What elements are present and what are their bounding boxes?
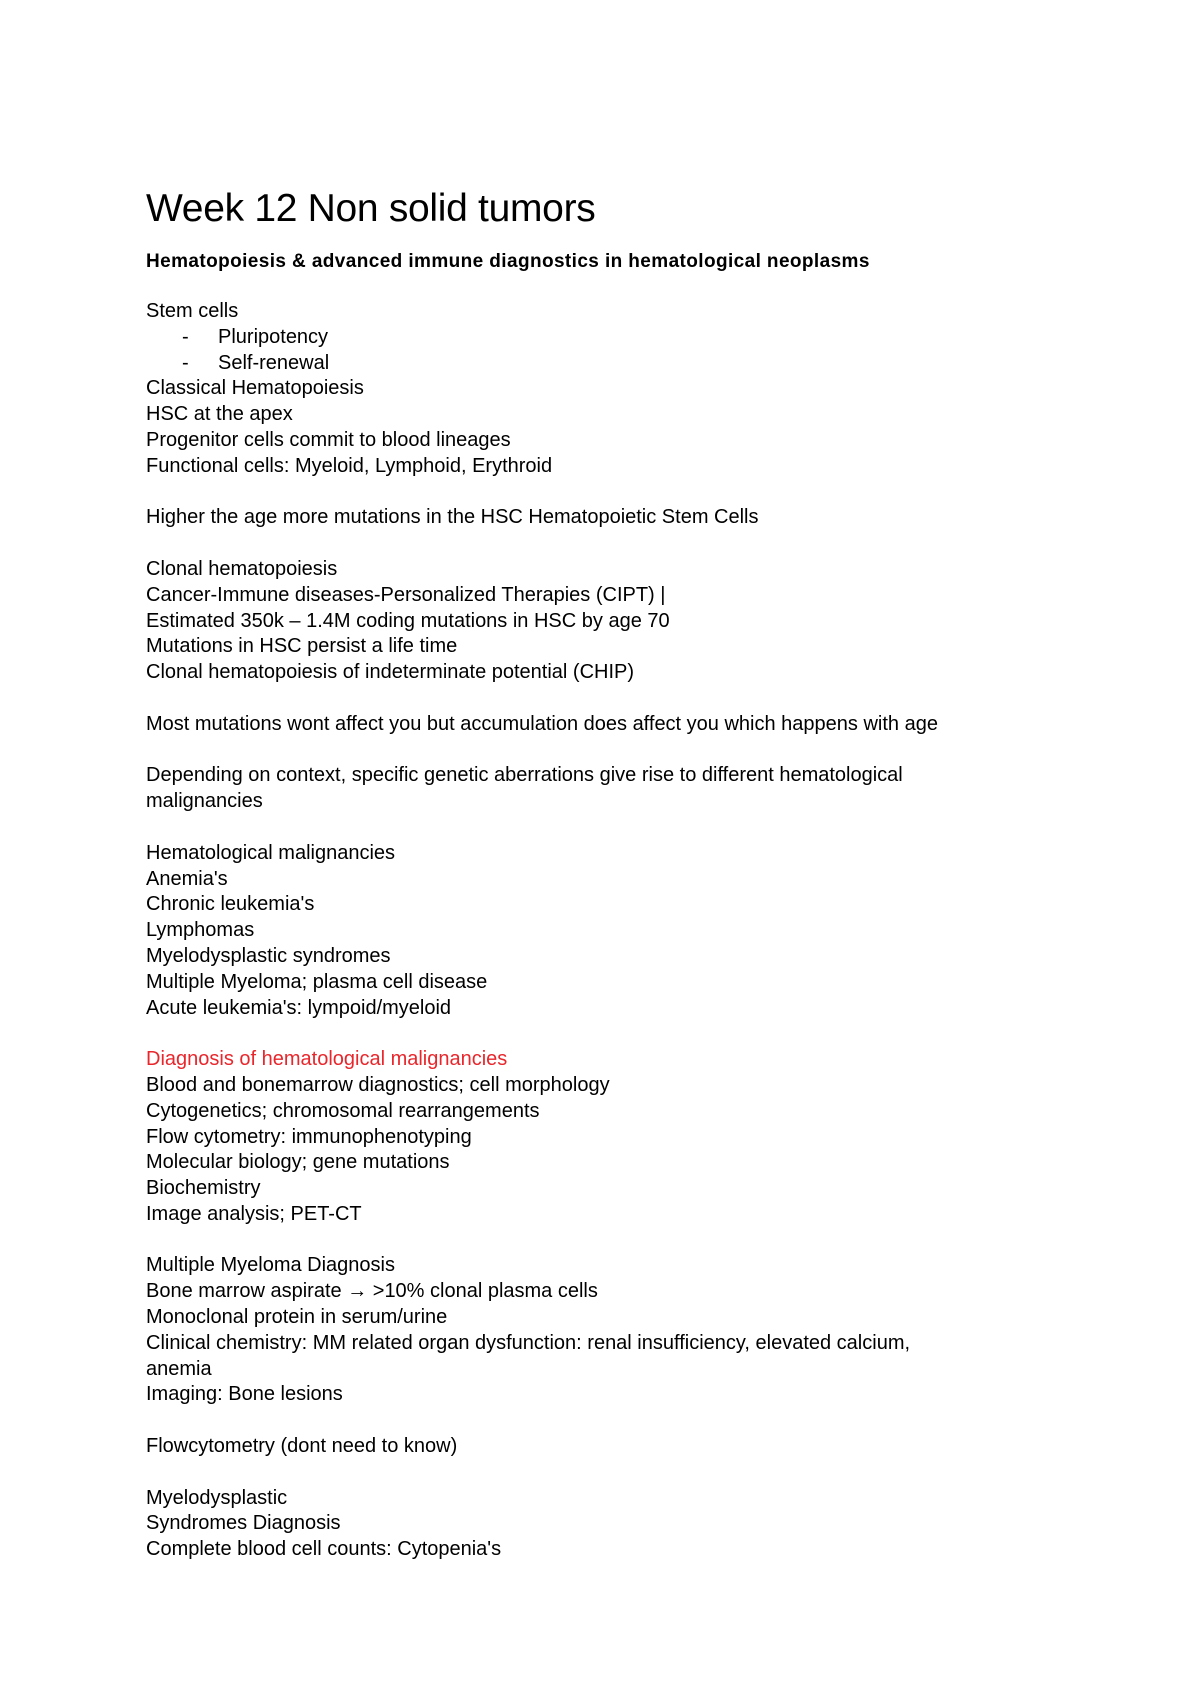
paragraph-gap	[146, 1228, 1076, 1254]
text-line: Progenitor cells commit to blood lineages	[146, 428, 511, 451]
paragraph-gap	[146, 686, 1076, 712]
text-line: Image analysis; PET-CT	[146, 1202, 362, 1225]
paragraph-gap	[146, 738, 1076, 764]
mutations-note: Most mutations wont affect you but accumulation does affect you which happens with age	[146, 712, 938, 735]
text-line: Complete blood cell counts: Cytopenia's	[146, 1538, 502, 1561]
diagnosis-heading: Diagnosis of hematological malignancies	[146, 1048, 508, 1071]
text-line: Cancer-Immune diseases-Personalized Therapies (CIPT) |	[146, 583, 666, 606]
text-line: Monoclonal protein in serum/urine	[146, 1306, 448, 1329]
paragraph-gap	[146, 531, 1076, 557]
text-line: Myelodysplastic syndromes	[146, 944, 391, 967]
stem-cells-heading: Stem cells	[146, 300, 239, 322]
text-line: HSC at the apex	[146, 403, 293, 426]
age-note: Higher the age more mutations in the HSC Hematopoietic Stem Cells	[146, 506, 759, 529]
text-line: Estimated 350k – 1.4M coding mutations in HSC by age 70	[146, 609, 670, 632]
text-line: Imaging: Bone lesions	[146, 1383, 343, 1406]
text-line: Biochemistry	[146, 1177, 261, 1200]
text-line: Lymphomas	[146, 919, 255, 942]
text-line: Multiple Myeloma; plasma cell disease	[146, 970, 488, 993]
flow-note: Flowcytometry (dont need to know)	[146, 1435, 458, 1458]
paragraph-gap	[146, 1021, 1076, 1047]
text-line: Depending on context, specific genetic aberrations give rise to different hematological	[146, 764, 903, 787]
text-line: Acute leukemia's: lympoid/myeloid	[146, 996, 452, 1019]
paragraph-gap	[146, 480, 1076, 506]
text-line: Mutations in HSC persist a life time	[146, 635, 458, 658]
paragraph-gap	[146, 815, 1076, 841]
text-line: Anemia's	[146, 867, 228, 890]
text-line: Clonal hematopoiesis	[146, 557, 338, 580]
text-line: Syndromes Diagnosis	[146, 1512, 341, 1535]
paragraph-gap	[146, 1408, 1076, 1434]
text-line: Myelodysplastic	[146, 1486, 288, 1509]
text-line: Classical Hematopoiesis	[146, 377, 364, 400]
bullet-marker: -	[182, 351, 189, 374]
bullet-item	[146, 325, 1076, 351]
text-line: anemia	[146, 1357, 212, 1380]
bullet-item	[146, 351, 1076, 377]
page-title: Week 12 Non solid tumors	[146, 187, 596, 230]
text-line: Bone marrow aspirate → >10% clonal plasma cells	[146, 1280, 598, 1303]
text-line: Cytogenetics; chromosomal rearrangements	[146, 1099, 540, 1122]
text-line: Clinical chemistry: MM related organ dysfunction: renal insufficiency, elevated calcium,	[146, 1331, 911, 1354]
text-line: malignancies	[146, 790, 263, 813]
text-line: Functional cells: Myeloid, Lymphoid, Erythroid	[146, 454, 553, 477]
text-line: Chronic leukemia's	[146, 893, 315, 916]
text-line: Clonal hematopoiesis of indeterminate potential (CHIP)	[146, 661, 635, 684]
page-subtitle: Hematopoiesis & advanced immune diagnostics in hematological neoplasms	[146, 251, 870, 272]
text-line: Multiple Myeloma Diagnosis	[146, 1254, 395, 1277]
paragraph-gap	[146, 1460, 1076, 1486]
bullet-text: Pluripotency	[218, 325, 329, 348]
document-page	[146, 184, 1076, 1563]
text-line: Hematological malignancies	[146, 841, 396, 864]
bullet-marker: -	[182, 325, 189, 348]
text-line: Flow cytometry: immunophenotyping	[146, 1125, 472, 1148]
text-line: Molecular biology; gene mutations	[146, 1151, 450, 1174]
bullet-text: Self-renewal	[218, 351, 330, 374]
text-line: Blood and bonemarrow diagnostics; cell morphology	[146, 1073, 610, 1096]
